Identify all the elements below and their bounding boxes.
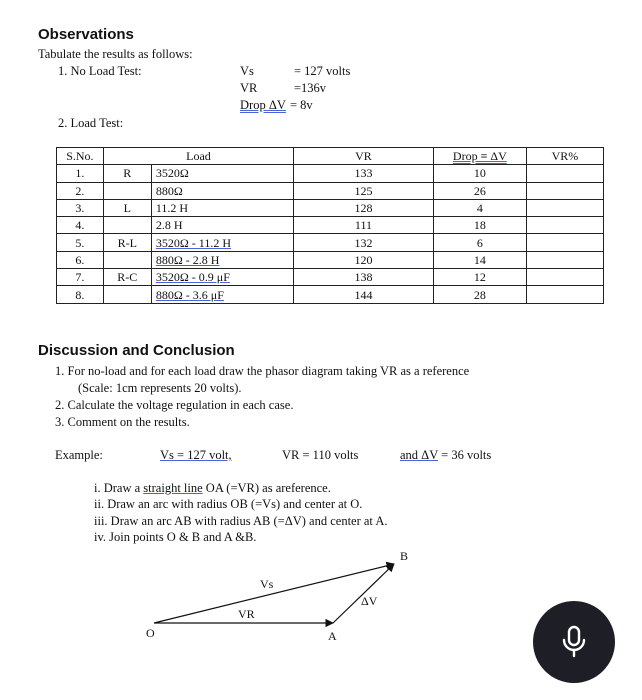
cell-type <box>103 182 151 199</box>
cell-vr-percent <box>526 286 603 303</box>
point-o-label: O <box>146 626 155 640</box>
discussion-heading: Discussion and Conclusion <box>38 342 235 359</box>
cell-drop: 28 <box>433 286 526 303</box>
table-row <box>57 286 604 303</box>
table-row <box>57 217 604 234</box>
microphone-icon <box>561 625 587 659</box>
discussion-item-3: 3. Comment on the results. <box>55 415 190 429</box>
vs-symbol: Vs <box>240 64 254 78</box>
cell-load: 3520Ω <box>151 165 293 182</box>
cell-type <box>103 217 151 234</box>
table-row <box>57 251 604 268</box>
step-1-b: OA (=VR) as areference. <box>202 481 331 495</box>
table-row <box>57 165 604 182</box>
step-1-link: straight line <box>143 481 203 495</box>
cell-vr-percent <box>526 234 603 251</box>
phasor-vs-line <box>154 564 394 623</box>
cell-load: 2.8 H <box>151 217 293 234</box>
cell-vr: 111 <box>294 217 434 234</box>
drop-value: = 8v <box>290 98 313 112</box>
cell-vr-percent <box>526 165 603 182</box>
cell-vr-percent <box>526 182 603 199</box>
discussion-item-2: 2. Calculate the voltage regulation in each case. <box>55 398 294 412</box>
header-vr: VR <box>294 148 434 165</box>
observations-intro: Tabulate the results as follows: <box>38 47 193 61</box>
cell-vr: 128 <box>294 199 434 216</box>
cell-sno: 3. <box>57 199 104 216</box>
cell-type: L <box>103 199 151 216</box>
cell-load: 880Ω <box>151 182 293 199</box>
cell-vr: 133 <box>294 165 434 182</box>
example-delta-v-prefix: and ΔV <box>400 448 439 462</box>
cell-sno: 1. <box>57 165 104 182</box>
cell-vr-percent <box>526 199 603 216</box>
cell-vr: 125 <box>294 182 434 199</box>
cell-type: R <box>103 165 151 182</box>
phasor-vs-label: Vs <box>260 577 274 591</box>
vr-value: =136v <box>294 81 327 95</box>
point-a-label: A <box>328 629 337 643</box>
cell-drop: 12 <box>433 269 526 286</box>
cell-load: 3520Ω - 0.9 μF <box>151 269 293 286</box>
example-vs: Vs = 127 volt, <box>160 448 232 462</box>
example-delta-v <box>400 448 491 463</box>
point-b-label: B <box>400 549 409 563</box>
phasor-delta-v-label: ΔV <box>361 594 378 608</box>
cell-vr-percent <box>526 217 603 234</box>
cell-drop: 10 <box>433 165 526 182</box>
step-3: iii. Draw an arc AB with radius AB (=ΔV) and center at A. <box>94 514 388 528</box>
cell-drop: 4 <box>433 199 526 216</box>
vr-symbol: VR <box>240 81 258 95</box>
cell-vr-percent <box>526 269 603 286</box>
table-row <box>57 269 604 286</box>
cell-vr-percent <box>526 251 603 268</box>
header-load: Load <box>103 148 293 165</box>
cell-load: 880Ω - 3.6 μF <box>151 286 293 303</box>
cell-type: R-L <box>103 234 151 251</box>
table-row <box>57 234 604 251</box>
cell-load: 880Ω - 2.8 H <box>151 251 293 268</box>
load-test-label: 2. Load Test: <box>58 116 124 130</box>
no-load-test-label: 1. No Load Test: <box>58 64 142 78</box>
example-delta-v-value: = 36 volts <box>438 448 492 462</box>
cell-load: 3520Ω - 11.2 H <box>151 234 293 251</box>
step-1 <box>94 481 331 496</box>
table-header-row <box>57 148 604 165</box>
cell-load: 11.2 H <box>151 199 293 216</box>
header-drop: Drop ≡ ΔV <box>433 148 526 165</box>
table-row <box>57 182 604 199</box>
header-sno: S.No. <box>57 148 104 165</box>
phasor-vr-label: VR <box>238 607 255 621</box>
cell-drop: 6 <box>433 234 526 251</box>
cell-sno: 4. <box>57 217 104 234</box>
cell-sno: 8. <box>57 286 104 303</box>
cell-sno: 5. <box>57 234 104 251</box>
step-4: iv. Join points O & B and A &B. <box>94 530 257 544</box>
cell-vr: 132 <box>294 234 434 251</box>
microphone-button[interactable] <box>533 601 615 683</box>
cell-drop: 26 <box>433 182 526 199</box>
phasor-diagram <box>140 548 420 648</box>
cell-type: R-C <box>103 269 151 286</box>
example-label: Example: <box>55 448 103 462</box>
table-row <box>57 199 604 216</box>
step-2: ii. Draw an arc with radius OB (=Vs) and center at O. <box>94 497 363 511</box>
example-vr: VR = 110 volts <box>282 448 359 462</box>
cell-type <box>103 286 151 303</box>
observations-heading: Observations <box>38 26 134 43</box>
drop-symbol: Drop ΔV <box>240 98 286 112</box>
step-1-a: i. Draw a <box>94 481 144 495</box>
cell-type <box>103 251 151 268</box>
discussion-item-1: 1. For no-load and for each load draw the phasor diagram taking VR as a reference <box>55 364 470 378</box>
discussion-item-1-scale: (Scale: 1cm represents 20 volts). <box>78 381 242 395</box>
cell-vr: 138 <box>294 269 434 286</box>
cell-sno: 2. <box>57 182 104 199</box>
cell-sno: 7. <box>57 269 104 286</box>
load-test-table <box>56 147 604 304</box>
header-vr-percent: VR% <box>526 148 603 165</box>
cell-vr: 120 <box>294 251 434 268</box>
cell-sno: 6. <box>57 251 104 268</box>
cell-vr: 144 <box>294 286 434 303</box>
cell-drop: 14 <box>433 251 526 268</box>
cell-drop: 18 <box>433 217 526 234</box>
vs-value: = 127 volts <box>294 64 351 78</box>
